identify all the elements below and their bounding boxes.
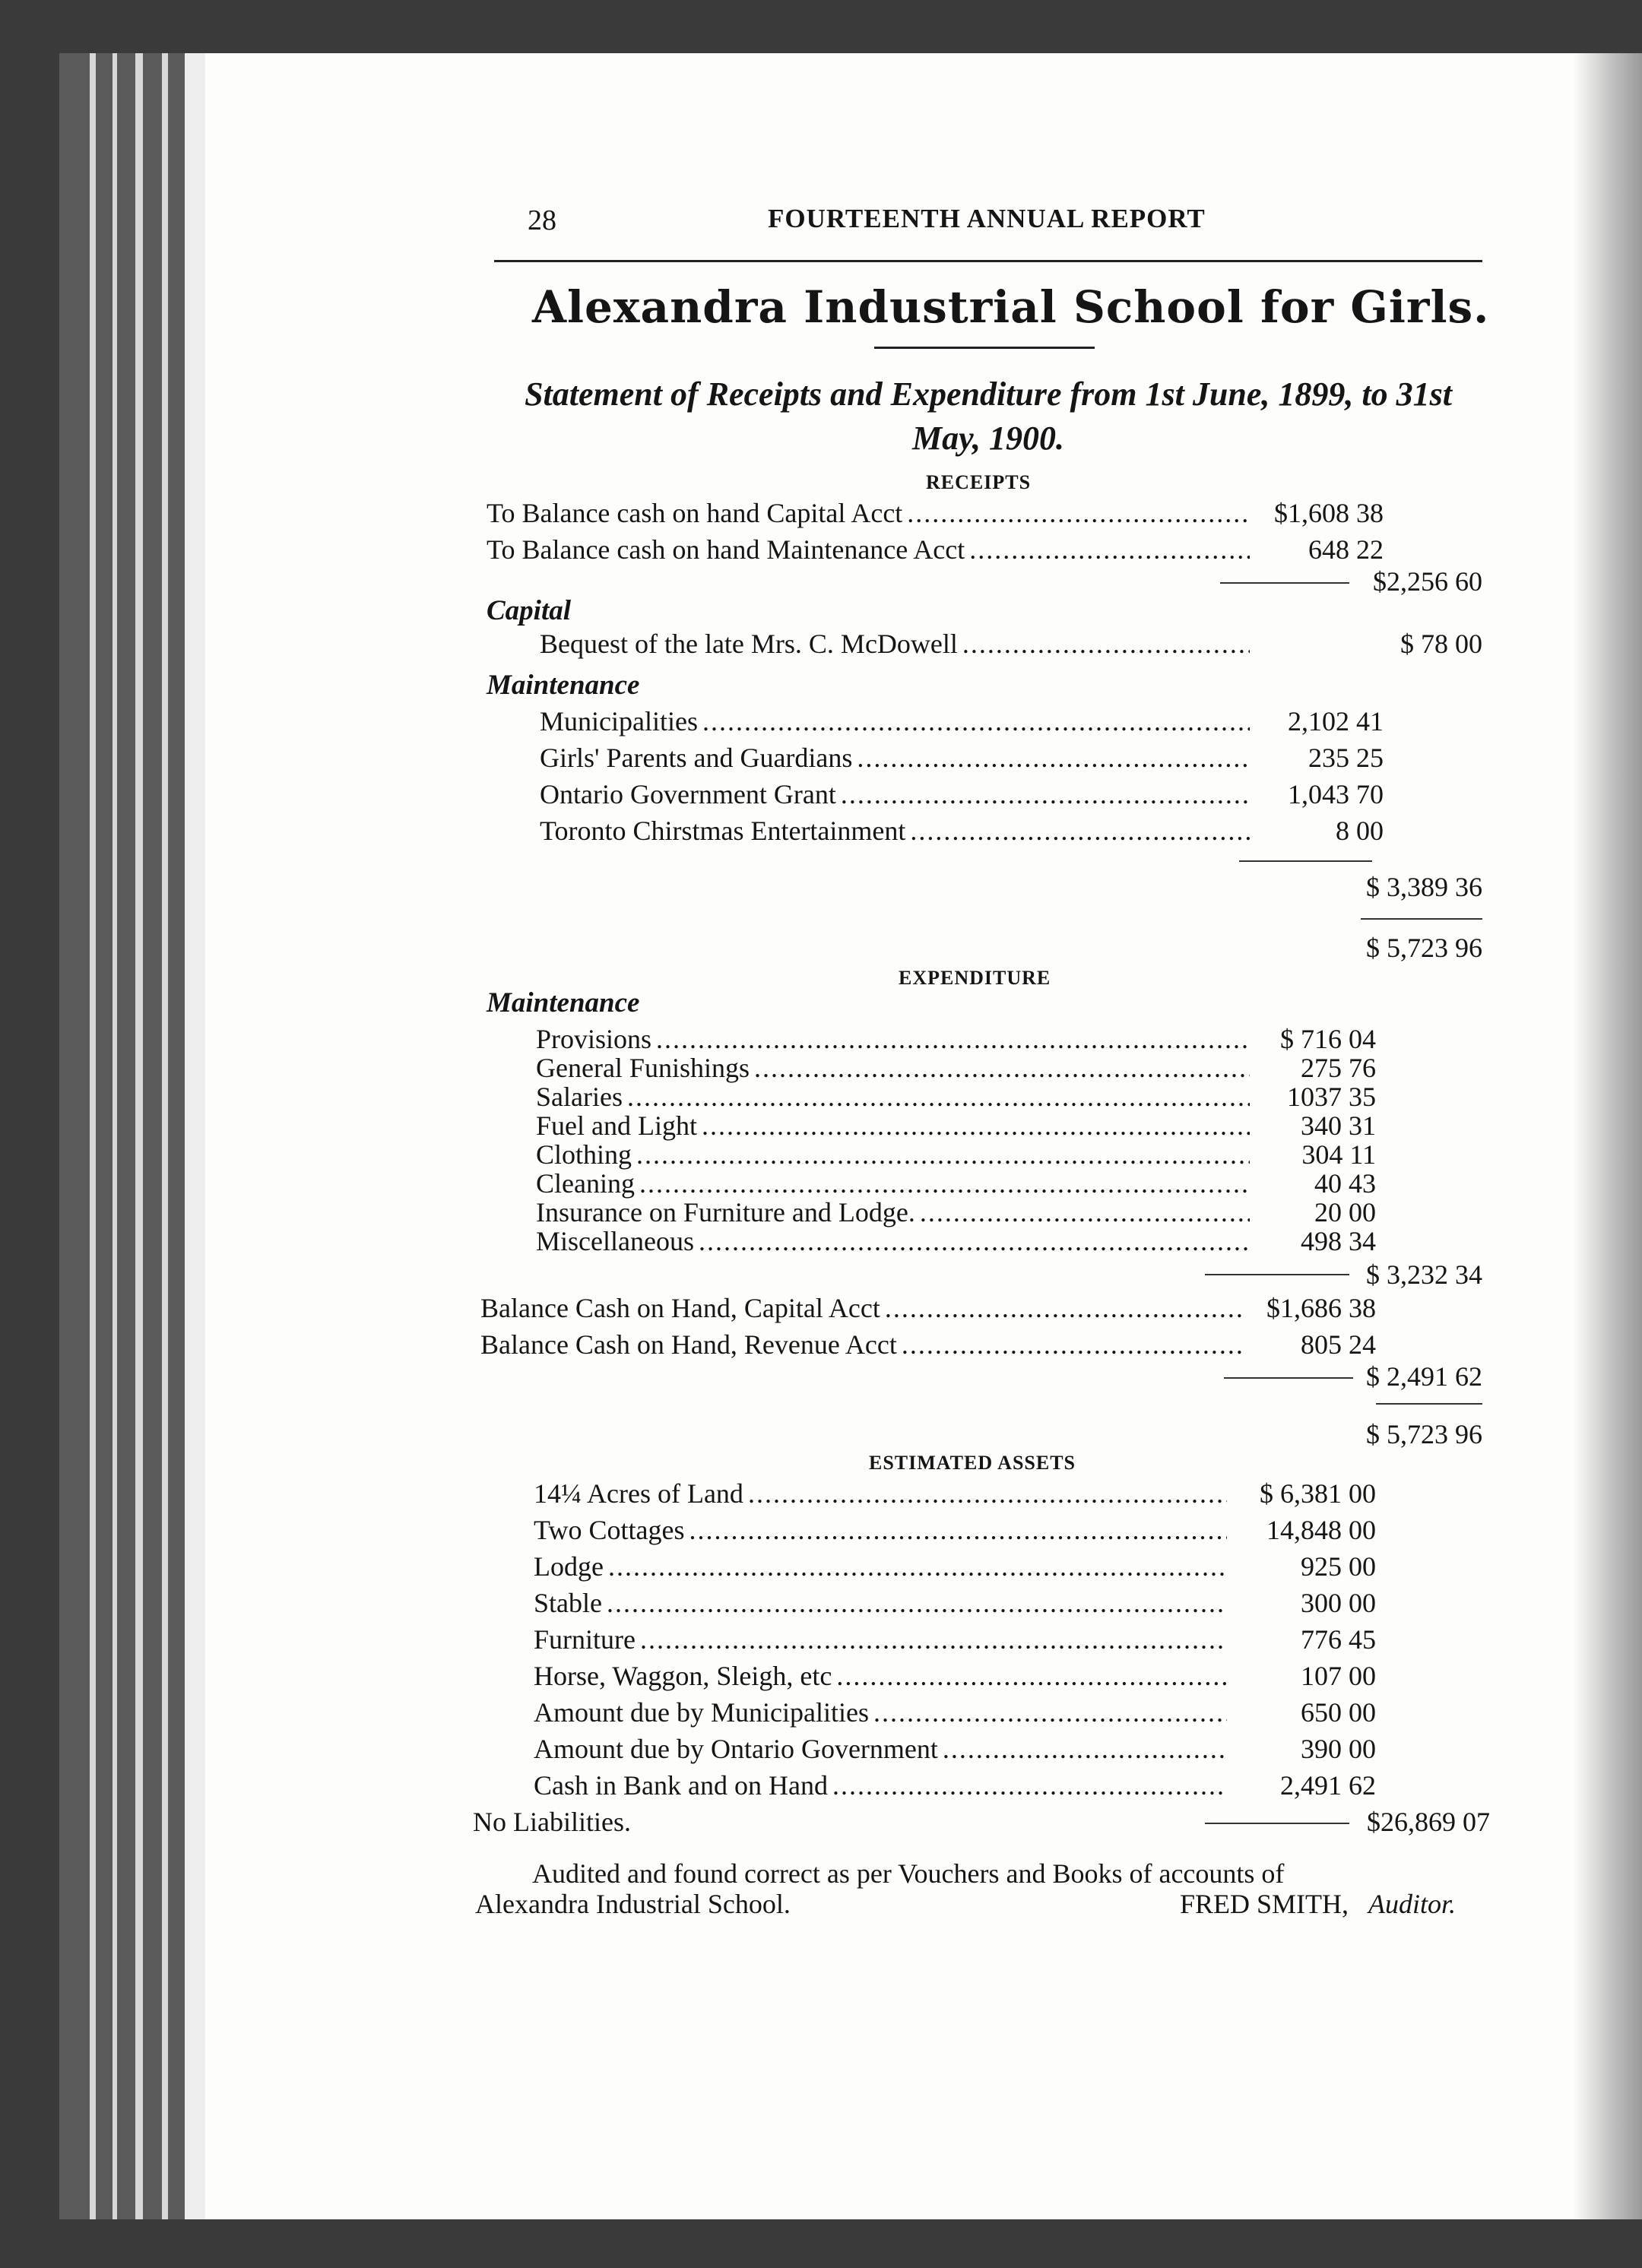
page-gutter-shadow bbox=[1574, 53, 1642, 2219]
assets-total-rule bbox=[1205, 1823, 1349, 1824]
expenditure-row: Provisions ..... bbox=[536, 1023, 1254, 1052]
receipts-subtotal: $2,256 60 bbox=[1373, 566, 1482, 597]
auditor-name: FRED SMITH, bbox=[1180, 1889, 1349, 1919]
asset-row: Cash in Bank and on Hand ..... bbox=[534, 1769, 1232, 1803]
asset-row: Stable ..... bbox=[534, 1587, 1232, 1620]
maintenance-row: Girls' Parents and Guardians ..... bbox=[540, 742, 1254, 775]
asset-row: 14¼ Acres of Land ..... bbox=[534, 1478, 1232, 1511]
expenditure-row: Miscellaneous ..... bbox=[536, 1225, 1254, 1254]
balance-amount: 805 24 bbox=[1301, 1329, 1376, 1360]
asset-row: Lodge ..... bbox=[534, 1551, 1232, 1584]
assets-heading: ESTIMATED ASSETS bbox=[869, 1452, 1076, 1474]
maintenance-amount: 2,102 41 bbox=[1288, 706, 1384, 736]
balance-row: Balance Cash on Hand, Revenue Acct ..... bbox=[480, 1329, 1248, 1362]
no-liabilities-label: No Liabilities. bbox=[473, 1807, 631, 1837]
maintenance-total-rule bbox=[1239, 860, 1372, 862]
maintenance-amount: 8 00 bbox=[1336, 816, 1384, 846]
expenditure-maintenance-label: Maintenance bbox=[487, 987, 640, 1018]
asset-amount: 14,848 00 bbox=[1266, 1515, 1376, 1545]
expenditure-grand-rule bbox=[1376, 1403, 1482, 1405]
audit-statement-line1: Audited and found correct as per Vouchers and Books of accounts of bbox=[532, 1858, 1285, 1889]
maintenance-amount: 1,043 70 bbox=[1288, 779, 1384, 809]
page-number: 28 bbox=[528, 204, 556, 236]
asset-row: Furniture ..... bbox=[534, 1623, 1232, 1657]
maintenance-row: Toronto Chirstmas Entertainment ..... bbox=[540, 815, 1254, 848]
receipt-amount: $1,608 38 bbox=[1274, 498, 1384, 528]
asset-row: Amount due by Ontario Government ..... bbox=[534, 1733, 1232, 1766]
expenditure-row: Salaries ..... bbox=[536, 1081, 1254, 1110]
asset-amount: 650 00 bbox=[1301, 1697, 1376, 1728]
expenditure-amount: 304 11 bbox=[1301, 1139, 1376, 1170]
balance-amount: $1,686 38 bbox=[1266, 1293, 1376, 1323]
asset-amount: $ 6,381 00 bbox=[1260, 1478, 1376, 1509]
expenditure-heading: EXPENDITURE bbox=[899, 967, 1051, 989]
expenditure-row: Clothing ..... bbox=[536, 1139, 1254, 1167]
subtotal-rule bbox=[1220, 582, 1349, 584]
expenditure-amount: 40 43 bbox=[1314, 1168, 1376, 1199]
asset-amount: 2,491 62 bbox=[1280, 1770, 1376, 1801]
title-rule bbox=[874, 347, 1095, 349]
asset-amount: 390 00 bbox=[1301, 1734, 1376, 1764]
running-header: FOURTEENTH ANNUAL REPORT bbox=[768, 204, 1206, 233]
capital-amount: $ 78 00 bbox=[1400, 629, 1482, 659]
expenditure-amount: $ 716 04 bbox=[1280, 1024, 1376, 1054]
expenditure-grand-total: $ 5,723 96 bbox=[1366, 1419, 1482, 1449]
expenditure-amount: 340 31 bbox=[1301, 1110, 1376, 1141]
capital-row: Bequest of the late Mrs. C. McDowell ..... bbox=[540, 628, 1254, 661]
asset-amount: 107 00 bbox=[1301, 1661, 1376, 1691]
assets-total: $26,869 07 bbox=[1367, 1807, 1490, 1837]
maintenance-row: Municipalities ..... bbox=[540, 705, 1254, 739]
document-title: Alexandra Industrial School for Girls. bbox=[532, 281, 1490, 333]
expenditure-amount: 498 34 bbox=[1301, 1226, 1376, 1256]
expenditure-maintenance-total: $ 3,232 34 bbox=[1366, 1259, 1482, 1290]
maintenance-receipts-total: $ 3,389 36 bbox=[1366, 872, 1482, 902]
audit-statement-line2: Alexandra Industrial School. bbox=[475, 1889, 791, 1919]
balance-total: $ 2,491 62 bbox=[1366, 1361, 1482, 1392]
grand-total-rule bbox=[1361, 918, 1482, 920]
expenditure-row: Insurance on Furniture and Lodge. ..... bbox=[536, 1196, 1254, 1225]
asset-row: Horse, Waggon, Sleigh, etc ..... bbox=[534, 1660, 1232, 1693]
expenditure-row: Cleaning ..... bbox=[536, 1167, 1254, 1196]
header-rule bbox=[494, 260, 1482, 262]
maintenance-label: Maintenance bbox=[487, 670, 640, 701]
receipts-heading: RECEIPTS bbox=[926, 471, 1032, 493]
expenditure-row: General Funishings ..... bbox=[536, 1052, 1254, 1081]
asset-row: Amount due by Municipalities ..... bbox=[534, 1696, 1232, 1730]
receipt-amount: 648 22 bbox=[1308, 534, 1384, 565]
expenditure-row: Fuel and Light ..... bbox=[536, 1110, 1254, 1139]
expenditure-amount: 20 00 bbox=[1314, 1197, 1376, 1227]
receipts-grand-total: $ 5,723 96 bbox=[1366, 933, 1482, 963]
expenditure-total-rule bbox=[1205, 1274, 1349, 1275]
asset-amount: 300 00 bbox=[1301, 1588, 1376, 1618]
receipt-row: To Balance cash on hand Capital Acct ..... bbox=[487, 497, 1254, 531]
asset-amount: 776 45 bbox=[1301, 1624, 1376, 1655]
asset-amount: 925 00 bbox=[1301, 1551, 1376, 1582]
receipt-row: To Balance cash on hand Maintenance Acct ..... bbox=[487, 534, 1254, 567]
auditor-title: Auditor. bbox=[1368, 1889, 1457, 1919]
book-edge bbox=[59, 53, 211, 2219]
asset-row: Two Cottages ..... bbox=[534, 1514, 1232, 1547]
statement-subtitle: Statement of Receipts and Expenditure from 1st June, 1899, to 31st May, 1900. bbox=[525, 375, 1452, 457]
expenditure-amount: 1037 35 bbox=[1287, 1082, 1376, 1112]
maintenance-amount: 235 25 bbox=[1308, 743, 1384, 773]
balance-row: Balance Cash on Hand, Capital Acct ..... bbox=[480, 1292, 1248, 1326]
capital-label: Capital bbox=[487, 595, 572, 626]
expenditure-amount: 275 76 bbox=[1301, 1053, 1376, 1083]
maintenance-row: Ontario Government Grant ..... bbox=[540, 778, 1254, 812]
balance-total-rule bbox=[1224, 1377, 1353, 1379]
